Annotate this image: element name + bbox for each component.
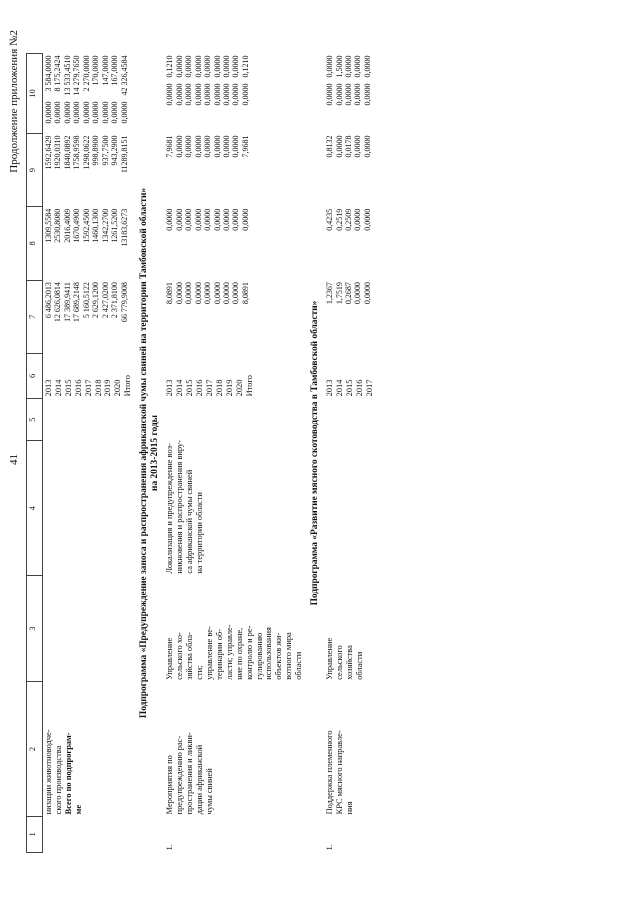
list-item: 2013 — [325, 379, 335, 397]
list-item: 0,0000 — [240, 83, 250, 106]
list-item: 0,0000 — [81, 101, 91, 124]
list-item: 0,0000 — [174, 83, 184, 106]
list-item: 0,0000 — [362, 55, 372, 78]
list-item: 0,0000 — [353, 208, 363, 231]
list-item: 7,9681 — [240, 135, 250, 158]
list-item: Мероприятия по — [165, 755, 175, 815]
list-item: 0,0000 — [231, 208, 241, 231]
list-item: чумы свиней — [204, 768, 214, 815]
list-item: Всего по подпрограм- — [63, 732, 73, 815]
list-item: области — [354, 651, 364, 680]
list-item: 2013 — [44, 379, 53, 397]
list-item: контролю и ре- — [244, 625, 254, 680]
list-item: 937,7500 — [100, 135, 110, 166]
list-item: 0,0000 — [193, 83, 203, 106]
list-item: гулированию — [254, 632, 264, 680]
list-item: 0,0000 — [212, 55, 222, 78]
list-item: Управление — [165, 637, 175, 680]
table-header-cell: 3 — [27, 576, 43, 682]
list-item: ского производства — [53, 745, 63, 815]
list-item: 0,0000 — [344, 55, 353, 78]
table-header-cell: 6 — [27, 353, 43, 398]
subprogram-total-label — [64, 684, 84, 815]
list-item: 0,0000 — [362, 208, 372, 231]
table-row — [164, 54, 305, 853]
list-item: теринарии об- — [214, 629, 224, 680]
executor-cell — [324, 576, 376, 682]
list-item: 147,0000 — [100, 55, 110, 86]
list-item: 1,2367 — [325, 282, 335, 305]
list-item: 2016 — [354, 379, 364, 397]
list-item: 2017 — [83, 379, 93, 397]
list-item: 1920,0310 — [53, 135, 63, 170]
years-column — [324, 353, 376, 398]
list-item: 170,0000 — [91, 55, 101, 86]
amount-column — [43, 133, 135, 206]
list-item: 1309,5584 — [44, 208, 53, 243]
subprogram-title: Подпрограмма «Предупреждение заноса и распространения африканской чумы свиней на территории Тамбовской области» — [139, 187, 150, 719]
list-item: 5 160,5122 — [81, 282, 91, 319]
appendix-title: Продолжение приложения №2 — [8, 30, 20, 173]
measure-cell — [324, 682, 376, 817]
list-item: Поддержка племенного — [325, 730, 335, 815]
list-item: 8,0891 — [165, 282, 175, 305]
list-item: 2020 — [234, 379, 244, 397]
amount-column — [43, 207, 135, 280]
list-item: 1342,2700 — [100, 208, 110, 243]
list-item: 0,0000 — [184, 135, 194, 158]
list-item: 0,2519 — [334, 208, 344, 231]
list-item: 1592,6429 — [44, 135, 53, 170]
list-item: 0,0000 — [353, 282, 363, 305]
list-item: 17 389,9411 — [62, 282, 72, 322]
list-item: 0,0000 — [193, 282, 203, 305]
list-item: 12 626,0814 — [53, 282, 63, 323]
list-item: 0,0000 — [119, 101, 129, 124]
table-header-cell: 10 — [27, 54, 43, 134]
list-item: 0,0000 — [353, 83, 363, 106]
executor-cell — [164, 576, 305, 682]
list-item: дации африканской — [195, 744, 205, 815]
list-item: 6 486,2013 — [44, 282, 53, 319]
list-item: 0,0000 — [212, 282, 222, 305]
list-item: 0,0000 — [165, 208, 175, 231]
list-item: 0,0000 — [325, 55, 335, 78]
amount-column — [324, 54, 376, 134]
list-item: ме — [73, 804, 83, 815]
list-item: 0,0000 — [325, 83, 335, 106]
list-item: 11289,8151 — [119, 135, 129, 174]
list-item: области — [294, 651, 304, 680]
list-item: 0,0000 — [203, 135, 213, 158]
list-item: 2015 — [344, 379, 354, 397]
list-item: 0,0000 — [362, 83, 372, 106]
list-item: 0,1210 — [165, 55, 175, 78]
list-item: 0,0000 — [193, 135, 203, 158]
goal-cell — [164, 398, 305, 575]
list-item: ласти; управле- — [224, 624, 234, 680]
list-item: 0,2687 — [344, 282, 353, 305]
table-row — [43, 54, 135, 853]
subprogram-title: Подпрограмма «Развитие мясного скотоводства в Тамбовской области» — [310, 300, 321, 606]
list-item: сти; — [195, 665, 205, 680]
list-item: 2 371,8100 — [110, 282, 120, 319]
list-item: 0,0000 — [231, 83, 241, 106]
list-item: 0,0000 — [110, 101, 120, 124]
list-item: ния — [344, 801, 354, 815]
list-item: 0,0000 — [221, 282, 231, 305]
list-item: 13183,6273 — [119, 208, 129, 247]
list-item: 0,0178 — [344, 135, 353, 158]
years-column — [43, 353, 135, 398]
list-item: 0,0000 — [362, 282, 372, 305]
list-item: 0,0000 — [362, 135, 372, 158]
list-item: 1758,9598 — [72, 135, 82, 170]
list-item: 0,0000 — [72, 101, 82, 124]
list-item: 0,0000 — [100, 101, 110, 124]
table-header-cell: 5 — [27, 398, 43, 441]
list-item: 0,0000 — [91, 101, 101, 124]
list-item: 0,0000 — [353, 135, 363, 158]
table-header-row — [27, 54, 43, 853]
list-item: 0,0000 — [203, 282, 213, 305]
list-item: 2014 — [175, 379, 185, 397]
list-item: 0,0000 — [193, 55, 203, 78]
list-item: сельского хо- — [175, 632, 185, 680]
list-item: 0,0000 — [334, 83, 344, 106]
list-item: 943,2900 — [110, 135, 120, 166]
subprogram-title-row — [134, 54, 164, 853]
list-item: 0,0000 — [203, 55, 213, 78]
row-number: 1. — [165, 844, 175, 851]
list-item: 1592,4500 — [81, 208, 91, 243]
list-item: 0,0000 — [174, 208, 184, 231]
list-item: 17 689,2148 — [72, 282, 82, 323]
list-item: 0,0000 — [174, 55, 184, 78]
list-item: 167,0000 — [110, 55, 120, 86]
list-item: 1,5000 — [334, 55, 344, 78]
list-item: 0,8132 — [325, 135, 335, 158]
years-column — [164, 353, 305, 398]
list-item: 0,0000 — [334, 135, 344, 158]
list-item: 0,0000 — [184, 55, 194, 78]
list-item: 8,0891 — [240, 282, 250, 305]
list-item: 8 175,2424 — [53, 55, 63, 92]
amount-column — [43, 54, 135, 134]
list-item: объектов жи- — [274, 632, 284, 680]
list-item: 2 629,1200 — [91, 282, 101, 319]
list-item: 2530,8080 — [53, 208, 63, 243]
list-item: зяйства обла- — [185, 632, 195, 680]
list-item: 0,0000 — [212, 208, 222, 231]
list-item: Управление — [325, 637, 335, 680]
list-item: 42 326,4584 — [119, 55, 129, 96]
list-item: сельского — [335, 645, 345, 680]
list-item: са африканской чумы свиней — [185, 469, 195, 574]
list-item: 0,0000 — [212, 83, 222, 106]
list-item: использования — [264, 627, 274, 680]
list-item: 0,0000 — [221, 83, 231, 106]
list-item: 0,0000 — [231, 135, 241, 158]
table-header-cell: 9 — [27, 133, 43, 206]
list-item: 0,0000 — [53, 101, 63, 124]
list-item: 0,0000 — [165, 83, 175, 106]
list-item: 0,0000 — [174, 135, 184, 158]
row-number: 1. — [325, 844, 335, 851]
list-item: 998,8900 — [91, 135, 101, 166]
list-item: предупреждению рас- — [175, 735, 185, 815]
amount-column — [164, 133, 305, 206]
table-header-cell: 7 — [27, 280, 43, 353]
list-item: 3 584,0000 — [44, 55, 53, 92]
list-item: пространения и ликви- — [185, 732, 195, 815]
list-item: низации животноводче- — [44, 729, 53, 815]
continuation-text — [43, 682, 135, 817]
list-item: 1460,1300 — [91, 208, 101, 243]
amount-column — [43, 280, 135, 353]
list-item: 14 279,7650 — [72, 55, 82, 96]
subprogram-subtitle: на 2013-2015 годы — [150, 415, 161, 491]
list-item: 0,1210 — [240, 55, 250, 78]
list-item: 0,0000 — [203, 83, 213, 106]
page-number: 41 — [8, 454, 20, 465]
table-header-cell: 2 — [27, 682, 43, 817]
amount-column — [324, 280, 376, 353]
list-item: 0,0000 — [193, 208, 203, 231]
list-item: 2016,4009 — [62, 208, 72, 243]
amount-column — [324, 207, 376, 280]
list-item: 1261,5200 — [110, 208, 120, 243]
table-row — [324, 54, 376, 853]
list-item: 0,0000 — [203, 208, 213, 231]
list-item: 0,0000 — [231, 55, 241, 78]
table-header-cell: 8 — [27, 207, 43, 280]
list-item: 2015 — [185, 379, 195, 397]
list-item: 0,0000 — [44, 101, 53, 124]
list-item: 2 427,0200 — [100, 282, 110, 319]
amount-column — [164, 54, 305, 134]
list-item: 0,4235 — [325, 208, 335, 231]
amount-column — [164, 280, 305, 353]
list-item: 1670,4900 — [72, 208, 82, 243]
list-item: 7,9681 — [165, 135, 175, 158]
list-item: 2019 — [103, 379, 113, 397]
list-item: 2014 — [335, 379, 345, 397]
list-item: 0,0000 — [62, 101, 72, 124]
list-item: 1298,0622 — [81, 135, 91, 170]
list-item: 2017 — [204, 379, 214, 397]
amount-column — [164, 207, 305, 280]
list-item: Локализация и предупреждение воз- — [165, 443, 175, 574]
list-item: 2 270,0000 — [81, 55, 91, 92]
list-item: 2014 — [53, 379, 63, 397]
list-item: 1,7519 — [334, 282, 344, 305]
list-item: 0,0000 — [184, 208, 194, 231]
list-item: 2018 — [214, 379, 224, 397]
list-item: 0,0000 — [174, 282, 184, 305]
list-item: 0,0000 — [221, 135, 231, 158]
list-item: никновения и распространения виру- — [175, 440, 185, 574]
list-item: 0,0000 — [231, 282, 241, 305]
list-item: 2016 — [73, 379, 83, 397]
list-item: 2018 — [93, 379, 103, 397]
list-item: 2013 — [165, 379, 175, 397]
list-item: 2016 — [195, 379, 205, 397]
list-item: 0,0000 — [184, 282, 194, 305]
list-item: Итого — [244, 375, 254, 397]
list-item: вотного мира — [284, 632, 294, 680]
list-item: Итого — [123, 375, 133, 397]
list-item: 0,2509 — [344, 208, 353, 231]
list-item: 2019 — [224, 379, 234, 397]
list-item: управление ве- — [204, 626, 214, 680]
list-item: КРС мясного направле- — [335, 730, 345, 815]
subprogram-title-row — [305, 54, 324, 853]
amount-column — [324, 133, 376, 206]
list-item: 2020 — [113, 379, 123, 397]
list-item: 0,0000 — [240, 208, 250, 231]
list-item: 0,0000 — [212, 135, 222, 158]
measure-cell — [164, 682, 305, 817]
list-item: 0,0000 — [344, 83, 353, 106]
list-item: 0,0000 — [221, 55, 231, 78]
list-item: 13 533,4510 — [62, 55, 72, 96]
list-item: 2017 — [364, 379, 374, 397]
list-item: на территории области — [195, 492, 205, 574]
table-header-cell: 1 — [27, 816, 43, 852]
list-item: 66 779,9008 — [119, 282, 129, 323]
table-header-cell: 4 — [27, 441, 43, 576]
budget-table — [26, 53, 376, 853]
list-item: хозяйства — [344, 645, 354, 680]
list-item: 0,0000 — [353, 55, 363, 78]
list-item: ние по охране, — [234, 627, 244, 680]
list-item: 0,0000 — [221, 208, 231, 231]
list-item: 0,0000 — [184, 83, 194, 106]
list-item: 2015 — [63, 379, 73, 397]
list-item: 1840,0892 — [62, 135, 72, 170]
